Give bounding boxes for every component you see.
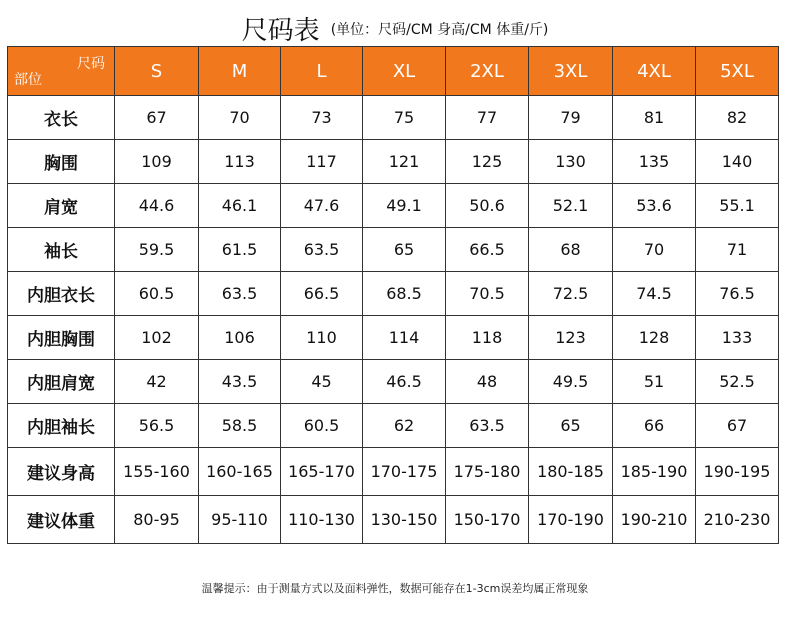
table-cell: 43.5 [199, 360, 281, 404]
table-cell: 81 [613, 96, 696, 140]
size-header: M [199, 47, 281, 96]
table-cell: 70.5 [446, 272, 529, 316]
table-cell: 125 [446, 140, 529, 184]
table-cell: 74.5 [613, 272, 696, 316]
table-cell: 52.1 [529, 184, 613, 228]
table-cell: 60.5 [281, 404, 363, 448]
table-cell: 53.6 [613, 184, 696, 228]
table-cell: 65 [363, 228, 446, 272]
table-cell: 52.5 [696, 360, 779, 404]
page-title: 尺码表 [241, 16, 320, 46]
table-cell: 70 [199, 96, 281, 140]
table-cell: 133 [696, 316, 779, 360]
table-row [8, 228, 779, 272]
table-cell: 155-160 [115, 448, 199, 496]
table-cell: 77 [446, 96, 529, 140]
row-label: 内胆肩宽 [8, 360, 115, 404]
table-cell: 76.5 [696, 272, 779, 316]
title-row [0, 10, 790, 46]
row-label: 内胆胸围 [8, 316, 115, 360]
table-cell: 150-170 [446, 496, 529, 544]
row-label: 胸围 [8, 140, 115, 184]
table-cell: 63.5 [199, 272, 281, 316]
table-cell: 47.6 [281, 184, 363, 228]
table-cell: 63.5 [446, 404, 529, 448]
table-cell: 110 [281, 316, 363, 360]
table-cell: 170-190 [529, 496, 613, 544]
table-row [8, 448, 779, 496]
table-row [8, 360, 779, 404]
table-cell: 118 [446, 316, 529, 360]
row-label: 建议身高 [8, 448, 115, 496]
table-cell: 61.5 [199, 228, 281, 272]
size-header: 2XL [446, 47, 529, 96]
table-row [8, 496, 779, 544]
table-cell: 72.5 [529, 272, 613, 316]
table-cell: 62 [363, 404, 446, 448]
table-cell: 128 [613, 316, 696, 360]
table-cell: 130-150 [363, 496, 446, 544]
table-cell: 113 [199, 140, 281, 184]
table-cell: 51 [613, 360, 696, 404]
table-row [8, 96, 779, 140]
row-label: 衣长 [8, 96, 115, 140]
table-cell: 75 [363, 96, 446, 140]
size-header: XL [363, 47, 446, 96]
table-cell: 58.5 [199, 404, 281, 448]
corner-cell [8, 47, 115, 96]
table-cell: 68.5 [363, 272, 446, 316]
table-cell: 60.5 [115, 272, 199, 316]
table-row [8, 316, 779, 360]
table-cell: 79 [529, 96, 613, 140]
table-cell: 82 [696, 96, 779, 140]
table-cell: 185-190 [613, 448, 696, 496]
table-cell: 73 [281, 96, 363, 140]
table-cell: 180-185 [529, 448, 613, 496]
size-header: 3XL [529, 47, 613, 96]
row-label: 袖长 [8, 228, 115, 272]
table-cell: 70 [613, 228, 696, 272]
table-cell: 71 [696, 228, 779, 272]
table-cell: 110-130 [281, 496, 363, 544]
table-row [8, 140, 779, 184]
table-cell: 45 [281, 360, 363, 404]
footer-note: 温馨提示：由于测量方式以及面料弹性，数据可能存在1-3cm误差均属正常现象 [201, 582, 589, 595]
table-cell: 59.5 [115, 228, 199, 272]
table-cell: 102 [115, 316, 199, 360]
row-label: 内胆衣长 [8, 272, 115, 316]
table-cell: 140 [696, 140, 779, 184]
table-cell: 46.1 [199, 184, 281, 228]
row-label: 内胆袖长 [8, 404, 115, 448]
table-cell: 44.6 [115, 184, 199, 228]
corner-size-label: 尺码 [77, 56, 105, 72]
table-cell: 55.1 [696, 184, 779, 228]
table-cell: 68 [529, 228, 613, 272]
table-cell: 66.5 [281, 272, 363, 316]
size-header: S [115, 47, 199, 96]
table-cell: 46.5 [363, 360, 446, 404]
table-cell: 66 [613, 404, 696, 448]
header-row [8, 47, 779, 96]
size-table [7, 46, 779, 544]
table-cell: 135 [613, 140, 696, 184]
table-cell: 80-95 [115, 496, 199, 544]
table-row [8, 272, 779, 316]
size-header: L [281, 47, 363, 96]
row-label: 肩宽 [8, 184, 115, 228]
table-row [8, 184, 779, 228]
table-cell: 190-195 [696, 448, 779, 496]
table-cell: 210-230 [696, 496, 779, 544]
row-label: 建议体重 [8, 496, 115, 544]
table-cell: 165-170 [281, 448, 363, 496]
table-cell: 65 [529, 404, 613, 448]
table-cell: 109 [115, 140, 199, 184]
table-row [8, 404, 779, 448]
table-cell: 95-110 [199, 496, 281, 544]
table-cell: 48 [446, 360, 529, 404]
table-cell: 190-210 [613, 496, 696, 544]
table-cell: 170-175 [363, 448, 446, 496]
corner-part-label: 部位 [14, 72, 42, 88]
table-cell: 160-165 [199, 448, 281, 496]
table-cell: 49.1 [363, 184, 446, 228]
table-cell: 130 [529, 140, 613, 184]
table-cell: 67 [115, 96, 199, 140]
table-cell: 63.5 [281, 228, 363, 272]
table-cell: 123 [529, 316, 613, 360]
size-header: 5XL [696, 47, 779, 96]
table-cell: 66.5 [446, 228, 529, 272]
size-header: 4XL [613, 47, 696, 96]
table-cell: 56.5 [115, 404, 199, 448]
table-cell: 106 [199, 316, 281, 360]
table-cell: 117 [281, 140, 363, 184]
table-cell: 49.5 [529, 360, 613, 404]
unit-note: (单位：尺码/CM 身高/CM 体重/斤) [330, 21, 549, 38]
table-cell: 67 [696, 404, 779, 448]
table-cell: 42 [115, 360, 199, 404]
table-cell: 114 [363, 316, 446, 360]
table-cell: 175-180 [446, 448, 529, 496]
table-cell: 121 [363, 140, 446, 184]
table-cell: 50.6 [446, 184, 529, 228]
